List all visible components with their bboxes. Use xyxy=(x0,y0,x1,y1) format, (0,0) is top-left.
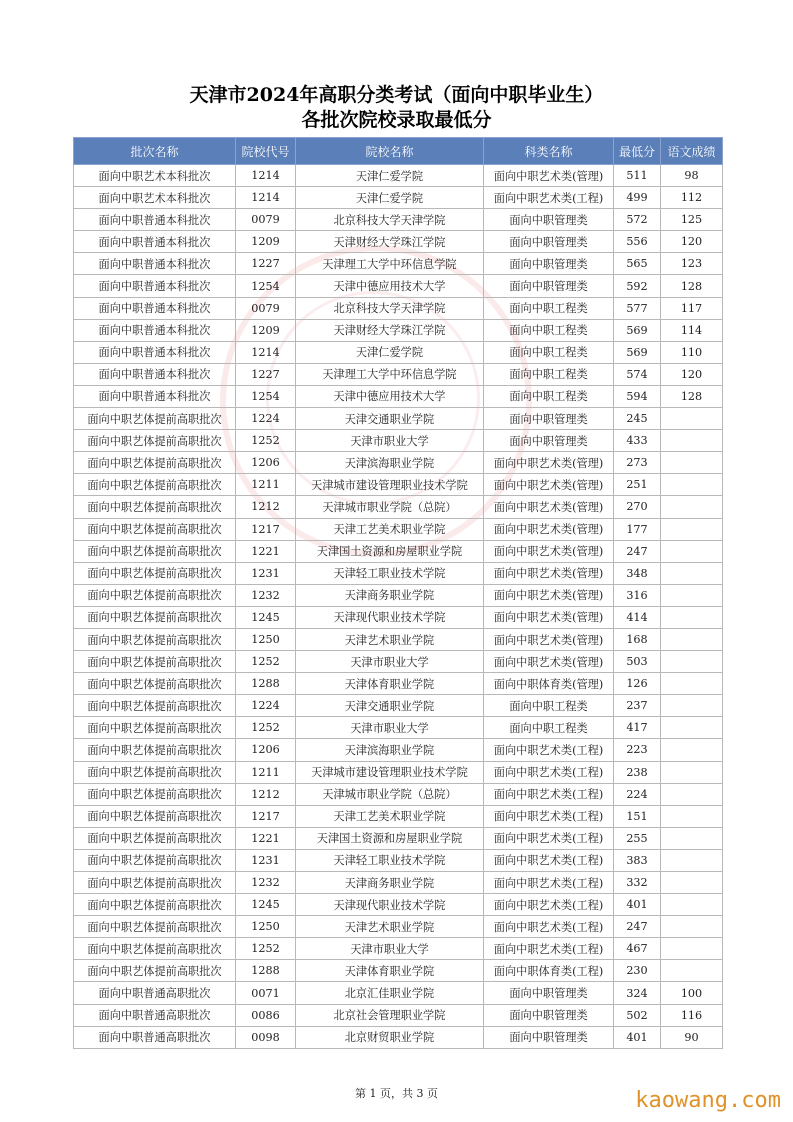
cell-category: 面向中职工程类 xyxy=(484,341,614,363)
cell-school-code: 1231 xyxy=(236,849,296,871)
cell-school-name: 天津体育职业学院 xyxy=(296,960,484,982)
cell-min-score: 224 xyxy=(614,783,661,805)
cell-min-score: 324 xyxy=(614,982,661,1004)
cell-chinese-score: 125 xyxy=(661,209,723,231)
cell-category: 面向中职艺术类(工程) xyxy=(484,739,614,761)
cell-batch: 面向中职艺体提前高职批次 xyxy=(74,916,236,938)
cell-category: 面向中职艺术类(工程) xyxy=(484,761,614,783)
table-row xyxy=(74,518,723,540)
cell-category: 面向中职艺术类(管理) xyxy=(484,496,614,518)
cell-chinese-score xyxy=(661,584,723,606)
cell-category: 面向中职管理类 xyxy=(484,430,614,452)
cell-chinese-score xyxy=(661,805,723,827)
cell-category: 面向中职艺术类(工程) xyxy=(484,187,614,209)
cell-chinese-score: 116 xyxy=(661,1004,723,1026)
cell-school-name: 天津交通职业学院 xyxy=(296,408,484,430)
cell-school-code: 1214 xyxy=(236,165,296,187)
cell-category: 面向中职艺术类(工程) xyxy=(484,827,614,849)
cell-min-score: 251 xyxy=(614,474,661,496)
cell-batch: 面向中职艺体提前高职批次 xyxy=(74,849,236,871)
cell-school-code: 1254 xyxy=(236,385,296,407)
cell-school-name: 天津滨海职业学院 xyxy=(296,452,484,474)
table-row xyxy=(74,540,723,562)
cell-category: 面向中职艺术类(工程) xyxy=(484,938,614,960)
cell-batch: 面向中职艺体提前高职批次 xyxy=(74,783,236,805)
cell-chinese-score xyxy=(661,628,723,650)
cell-category: 面向中职工程类 xyxy=(484,363,614,385)
cell-school-code: 1212 xyxy=(236,783,296,805)
cell-school-name: 天津财经大学珠江学院 xyxy=(296,231,484,253)
cell-school-name: 天津体育职业学院 xyxy=(296,673,484,695)
cell-min-score: 230 xyxy=(614,960,661,982)
cell-chinese-score xyxy=(661,916,723,938)
cell-school-code: 1221 xyxy=(236,827,296,849)
cell-school-name: 天津现代职业技术学院 xyxy=(296,894,484,916)
cell-min-score: 237 xyxy=(614,695,661,717)
cell-school-code: 1217 xyxy=(236,805,296,827)
cell-min-score: 502 xyxy=(614,1004,661,1026)
cell-batch: 面向中职普通本科批次 xyxy=(74,231,236,253)
cell-school-name: 天津城市建设管理职业技术学院 xyxy=(296,761,484,783)
admission-table xyxy=(73,137,723,1049)
cell-batch: 面向中职普通本科批次 xyxy=(74,275,236,297)
cell-min-score: 511 xyxy=(614,165,661,187)
cell-min-score: 565 xyxy=(614,253,661,275)
cell-category: 面向中职艺术类(管理) xyxy=(484,540,614,562)
cell-category: 面向中职管理类 xyxy=(484,231,614,253)
cell-school-code: 1211 xyxy=(236,474,296,496)
table-row xyxy=(74,628,723,650)
cell-school-code: 1254 xyxy=(236,275,296,297)
cell-category: 面向中职管理类 xyxy=(484,982,614,1004)
cell-chinese-score xyxy=(661,695,723,717)
cell-school-name: 天津城市建设管理职业技术学院 xyxy=(296,474,484,496)
cell-min-score: 273 xyxy=(614,452,661,474)
cell-chinese-score: 112 xyxy=(661,187,723,209)
cell-batch: 面向中职普通本科批次 xyxy=(74,363,236,385)
cell-batch: 面向中职艺体提前高职批次 xyxy=(74,651,236,673)
column-header-min-score: 最低分 xyxy=(614,138,661,165)
cell-chinese-score xyxy=(661,518,723,540)
cell-min-score: 316 xyxy=(614,584,661,606)
cell-chinese-score xyxy=(661,739,723,761)
cell-min-score: 151 xyxy=(614,805,661,827)
cell-school-code: 0079 xyxy=(236,297,296,319)
cell-category: 面向中职艺术类(管理) xyxy=(484,452,614,474)
cell-chinese-score xyxy=(661,827,723,849)
cell-chinese-score: 114 xyxy=(661,319,723,341)
cell-chinese-score xyxy=(661,562,723,584)
cell-batch: 面向中职艺体提前高职批次 xyxy=(74,628,236,650)
cell-school-name: 天津商务职业学院 xyxy=(296,584,484,606)
cell-category: 面向中职管理类 xyxy=(484,408,614,430)
table-row xyxy=(74,739,723,761)
cell-school-name: 天津城市职业学院（总院） xyxy=(296,496,484,518)
cell-min-score: 332 xyxy=(614,872,661,894)
table-row xyxy=(74,651,723,673)
cell-min-score: 383 xyxy=(614,849,661,871)
cell-school-code: 1288 xyxy=(236,673,296,695)
cell-school-code: 1252 xyxy=(236,430,296,452)
cell-batch: 面向中职艺体提前高职批次 xyxy=(74,408,236,430)
cell-school-name: 天津仁爱学院 xyxy=(296,165,484,187)
cell-chinese-score: 100 xyxy=(661,982,723,1004)
cell-min-score: 126 xyxy=(614,673,661,695)
cell-chinese-score: 120 xyxy=(661,363,723,385)
table-row xyxy=(74,408,723,430)
cell-school-name: 北京财贸职业学院 xyxy=(296,1026,484,1048)
cell-min-score: 594 xyxy=(614,385,661,407)
cell-category: 面向中职艺术类(管理) xyxy=(484,651,614,673)
cell-min-score: 592 xyxy=(614,275,661,297)
cell-school-code: 1227 xyxy=(236,253,296,275)
cell-batch: 面向中职艺体提前高职批次 xyxy=(74,872,236,894)
cell-school-code: 0086 xyxy=(236,1004,296,1026)
cell-min-score: 245 xyxy=(614,408,661,430)
cell-batch: 面向中职艺体提前高职批次 xyxy=(74,938,236,960)
cell-batch: 面向中职艺体提前高职批次 xyxy=(74,761,236,783)
table-row xyxy=(74,209,723,231)
cell-chinese-score xyxy=(661,430,723,452)
cell-min-score: 401 xyxy=(614,894,661,916)
table-row xyxy=(74,363,723,385)
brand-watermark: kaowang.com xyxy=(635,1088,781,1113)
table-row xyxy=(74,894,723,916)
cell-school-name: 天津市职业大学 xyxy=(296,717,484,739)
cell-school-name: 天津市职业大学 xyxy=(296,651,484,673)
cell-school-name: 天津仁爱学院 xyxy=(296,187,484,209)
cell-school-name: 北京社会管理职业学院 xyxy=(296,1004,484,1026)
cell-category: 面向中职体育类(管理) xyxy=(484,673,614,695)
cell-school-name: 天津国土资源和房屋职业学院 xyxy=(296,540,484,562)
cell-school-code: 1211 xyxy=(236,761,296,783)
table-row xyxy=(74,319,723,341)
table-row xyxy=(74,827,723,849)
cell-school-code: 1224 xyxy=(236,695,296,717)
table-row xyxy=(74,695,723,717)
cell-category: 面向中职工程类 xyxy=(484,717,614,739)
cell-school-code: 0098 xyxy=(236,1026,296,1048)
page-number: 第 1 页，共 3 页 xyxy=(355,1087,438,1100)
cell-chinese-score xyxy=(661,606,723,628)
cell-school-name: 天津仁爱学院 xyxy=(296,341,484,363)
cell-chinese-score xyxy=(661,783,723,805)
cell-min-score: 348 xyxy=(614,562,661,584)
cell-school-code: 1245 xyxy=(236,606,296,628)
cell-min-score: 247 xyxy=(614,540,661,562)
cell-category: 面向中职艺术类(工程) xyxy=(484,916,614,938)
cell-min-score: 467 xyxy=(614,938,661,960)
cell-school-code: 1227 xyxy=(236,363,296,385)
cell-school-code: 1232 xyxy=(236,872,296,894)
column-header-school-code: 院校代号 xyxy=(236,138,296,165)
table-row xyxy=(74,960,723,982)
cell-min-score: 238 xyxy=(614,761,661,783)
cell-chinese-score: 98 xyxy=(661,165,723,187)
cell-batch: 面向中职普通高职批次 xyxy=(74,982,236,1004)
cell-school-name: 天津市职业大学 xyxy=(296,430,484,452)
cell-batch: 面向中职艺体提前高职批次 xyxy=(74,805,236,827)
table-row xyxy=(74,430,723,452)
cell-school-name: 天津国土资源和房屋职业学院 xyxy=(296,827,484,849)
cell-min-score: 574 xyxy=(614,363,661,385)
cell-school-name: 天津城市职业学院（总院） xyxy=(296,783,484,805)
page-subtitle: 各批次院校录取最低分 xyxy=(301,109,492,131)
cell-school-code: 1212 xyxy=(236,496,296,518)
cell-category: 面向中职艺术类(管理) xyxy=(484,518,614,540)
table-row xyxy=(74,231,723,253)
cell-batch: 面向中职艺体提前高职批次 xyxy=(74,452,236,474)
cell-batch: 面向中职艺体提前高职批次 xyxy=(74,695,236,717)
cell-category: 面向中职艺术类(管理) xyxy=(484,165,614,187)
cell-chinese-score xyxy=(661,673,723,695)
cell-chinese-score xyxy=(661,496,723,518)
page-title: 天津市2024年高职分类考试（面向中职毕业生） xyxy=(189,84,604,106)
cell-category: 面向中职艺术类(管理) xyxy=(484,474,614,496)
cell-category: 面向中职艺术类(管理) xyxy=(484,562,614,584)
cell-min-score: 577 xyxy=(614,297,661,319)
cell-school-name: 北京科技大学天津学院 xyxy=(296,297,484,319)
cell-category: 面向中职工程类 xyxy=(484,319,614,341)
cell-school-code: 1214 xyxy=(236,187,296,209)
cell-school-name: 天津滨海职业学院 xyxy=(296,739,484,761)
cell-category: 面向中职艺术类(管理) xyxy=(484,606,614,628)
cell-chinese-score: 128 xyxy=(661,385,723,407)
cell-chinese-score xyxy=(661,651,723,673)
table-row xyxy=(74,805,723,827)
cell-chinese-score xyxy=(661,849,723,871)
cell-school-code: 1231 xyxy=(236,562,296,584)
cell-batch: 面向中职普通本科批次 xyxy=(74,385,236,407)
cell-batch: 面向中职艺体提前高职批次 xyxy=(74,827,236,849)
cell-chinese-score xyxy=(661,408,723,430)
cell-chinese-score: 90 xyxy=(661,1026,723,1048)
cell-batch: 面向中职普通高职批次 xyxy=(74,1026,236,1048)
table-row xyxy=(74,916,723,938)
cell-school-name: 天津工艺美术职业学院 xyxy=(296,805,484,827)
cell-min-score: 223 xyxy=(614,739,661,761)
cell-school-name: 天津艺术职业学院 xyxy=(296,916,484,938)
cell-school-name: 天津工艺美术职业学院 xyxy=(296,518,484,540)
cell-chinese-score xyxy=(661,894,723,916)
cell-school-code: 1209 xyxy=(236,231,296,253)
cell-school-code: 1209 xyxy=(236,319,296,341)
table-row xyxy=(74,297,723,319)
cell-school-name: 天津艺术职业学院 xyxy=(296,628,484,650)
cell-batch: 面向中职艺体提前高职批次 xyxy=(74,496,236,518)
cell-school-name: 天津财经大学珠江学院 xyxy=(296,319,484,341)
cell-chinese-score: 123 xyxy=(661,253,723,275)
cell-batch: 面向中职艺体提前高职批次 xyxy=(74,540,236,562)
cell-min-score: 556 xyxy=(614,231,661,253)
cell-batch: 面向中职艺体提前高职批次 xyxy=(74,518,236,540)
cell-min-score: 255 xyxy=(614,827,661,849)
cell-category: 面向中职艺术类(工程) xyxy=(484,783,614,805)
cell-min-score: 247 xyxy=(614,916,661,938)
cell-category: 面向中职管理类 xyxy=(484,209,614,231)
table-row xyxy=(74,1004,723,1026)
cell-min-score: 569 xyxy=(614,341,661,363)
table-row xyxy=(74,165,723,187)
cell-school-code: 1221 xyxy=(236,540,296,562)
cell-batch: 面向中职普通本科批次 xyxy=(74,209,236,231)
cell-category: 面向中职艺术类(工程) xyxy=(484,805,614,827)
cell-batch: 面向中职普通本科批次 xyxy=(74,297,236,319)
cell-min-score: 414 xyxy=(614,606,661,628)
cell-school-code: 1252 xyxy=(236,938,296,960)
cell-category: 面向中职管理类 xyxy=(484,253,614,275)
cell-school-code: 1288 xyxy=(236,960,296,982)
cell-chinese-score xyxy=(661,761,723,783)
cell-category: 面向中职艺术类(工程) xyxy=(484,894,614,916)
table-row xyxy=(74,673,723,695)
table-row xyxy=(74,275,723,297)
cell-min-score: 168 xyxy=(614,628,661,650)
cell-batch: 面向中职艺术本科批次 xyxy=(74,187,236,209)
column-header-school-name: 院校名称 xyxy=(296,138,484,165)
table-row xyxy=(74,783,723,805)
cell-chinese-score xyxy=(661,717,723,739)
cell-school-name: 天津理工大学中环信息学院 xyxy=(296,363,484,385)
cell-chinese-score: 128 xyxy=(661,275,723,297)
table-row xyxy=(74,496,723,518)
table-row xyxy=(74,474,723,496)
cell-category: 面向中职工程类 xyxy=(484,385,614,407)
table-row xyxy=(74,253,723,275)
cell-school-code: 1245 xyxy=(236,894,296,916)
cell-chinese-score: 117 xyxy=(661,297,723,319)
table-row xyxy=(74,562,723,584)
cell-school-name: 北京汇佳职业学院 xyxy=(296,982,484,1004)
cell-category: 面向中职艺术类(工程) xyxy=(484,849,614,871)
table-row xyxy=(74,452,723,474)
cell-chinese-score xyxy=(661,540,723,562)
cell-min-score: 499 xyxy=(614,187,661,209)
cell-school-name: 天津理工大学中环信息学院 xyxy=(296,253,484,275)
cell-school-name: 天津轻工职业技术学院 xyxy=(296,562,484,584)
table-body xyxy=(74,165,723,1049)
cell-chinese-score: 110 xyxy=(661,341,723,363)
cell-category: 面向中职艺术类(工程) xyxy=(484,872,614,894)
cell-min-score: 572 xyxy=(614,209,661,231)
table-row xyxy=(74,187,723,209)
cell-batch: 面向中职艺体提前高职批次 xyxy=(74,606,236,628)
cell-school-name: 天津中德应用技术大学 xyxy=(296,275,484,297)
cell-batch: 面向中职艺体提前高职批次 xyxy=(74,584,236,606)
cell-category: 面向中职艺术类(管理) xyxy=(484,628,614,650)
cell-school-code: 1206 xyxy=(236,739,296,761)
cell-school-code: 0079 xyxy=(236,209,296,231)
cell-min-score: 503 xyxy=(614,651,661,673)
cell-school-code: 1250 xyxy=(236,628,296,650)
cell-chinese-score xyxy=(661,872,723,894)
table-row xyxy=(74,982,723,1004)
table-row xyxy=(74,938,723,960)
cell-school-code: 1217 xyxy=(236,518,296,540)
cell-chinese-score xyxy=(661,938,723,960)
cell-school-name: 天津中德应用技术大学 xyxy=(296,385,484,407)
cell-category: 面向中职管理类 xyxy=(484,1004,614,1026)
cell-batch: 面向中职艺术本科批次 xyxy=(74,165,236,187)
cell-batch: 面向中职艺体提前高职批次 xyxy=(74,717,236,739)
cell-school-code: 1206 xyxy=(236,452,296,474)
cell-min-score: 401 xyxy=(614,1026,661,1048)
cell-chinese-score: 120 xyxy=(661,231,723,253)
table-row xyxy=(74,584,723,606)
cell-school-code: 1250 xyxy=(236,916,296,938)
table-row xyxy=(74,385,723,407)
cell-batch: 面向中职普通本科批次 xyxy=(74,341,236,363)
cell-school-code: 1224 xyxy=(236,408,296,430)
cell-batch: 面向中职艺体提前高职批次 xyxy=(74,430,236,452)
table-row xyxy=(74,872,723,894)
cell-chinese-score xyxy=(661,960,723,982)
cell-school-name: 天津现代职业技术学院 xyxy=(296,606,484,628)
cell-category: 面向中职管理类 xyxy=(484,1026,614,1048)
cell-batch: 面向中职艺体提前高职批次 xyxy=(74,960,236,982)
cell-min-score: 433 xyxy=(614,430,661,452)
cell-school-code: 1232 xyxy=(236,584,296,606)
table-row xyxy=(74,341,723,363)
table-row xyxy=(74,1026,723,1048)
cell-school-code: 1252 xyxy=(236,651,296,673)
table-row xyxy=(74,606,723,628)
cell-batch: 面向中职艺体提前高职批次 xyxy=(74,474,236,496)
cell-school-name: 天津商务职业学院 xyxy=(296,872,484,894)
column-header-category: 科类名称 xyxy=(484,138,614,165)
cell-min-score: 569 xyxy=(614,319,661,341)
cell-school-name: 天津市职业大学 xyxy=(296,938,484,960)
table-header-row xyxy=(74,138,723,165)
cell-category: 面向中职工程类 xyxy=(484,297,614,319)
cell-category: 面向中职工程类 xyxy=(484,695,614,717)
cell-school-name: 天津轻工职业技术学院 xyxy=(296,849,484,871)
table-row xyxy=(74,717,723,739)
cell-batch: 面向中职艺体提前高职批次 xyxy=(74,894,236,916)
cell-batch: 面向中职普通高职批次 xyxy=(74,1004,236,1026)
cell-category: 面向中职艺术类(管理) xyxy=(484,584,614,606)
column-header-batch: 批次名称 xyxy=(74,138,236,165)
cell-school-code: 1214 xyxy=(236,341,296,363)
cell-batch: 面向中职普通本科批次 xyxy=(74,253,236,275)
cell-category: 面向中职体育类(工程) xyxy=(484,960,614,982)
table-row xyxy=(74,761,723,783)
cell-batch: 面向中职普通本科批次 xyxy=(74,319,236,341)
column-header-chinese-score: 语文成绩 xyxy=(661,138,723,165)
cell-min-score: 270 xyxy=(614,496,661,518)
cell-school-code: 0071 xyxy=(236,982,296,1004)
cell-school-name: 天津交通职业学院 xyxy=(296,695,484,717)
cell-school-name: 北京科技大学天津学院 xyxy=(296,209,484,231)
cell-min-score: 417 xyxy=(614,717,661,739)
cell-chinese-score xyxy=(661,474,723,496)
cell-batch: 面向中职艺体提前高职批次 xyxy=(74,562,236,584)
cell-school-code: 1252 xyxy=(236,717,296,739)
cell-batch: 面向中职艺体提前高职批次 xyxy=(74,673,236,695)
cell-chinese-score xyxy=(661,452,723,474)
cell-batch: 面向中职艺体提前高职批次 xyxy=(74,739,236,761)
table-row xyxy=(74,849,723,871)
cell-category: 面向中职管理类 xyxy=(484,275,614,297)
cell-min-score: 177 xyxy=(614,518,661,540)
